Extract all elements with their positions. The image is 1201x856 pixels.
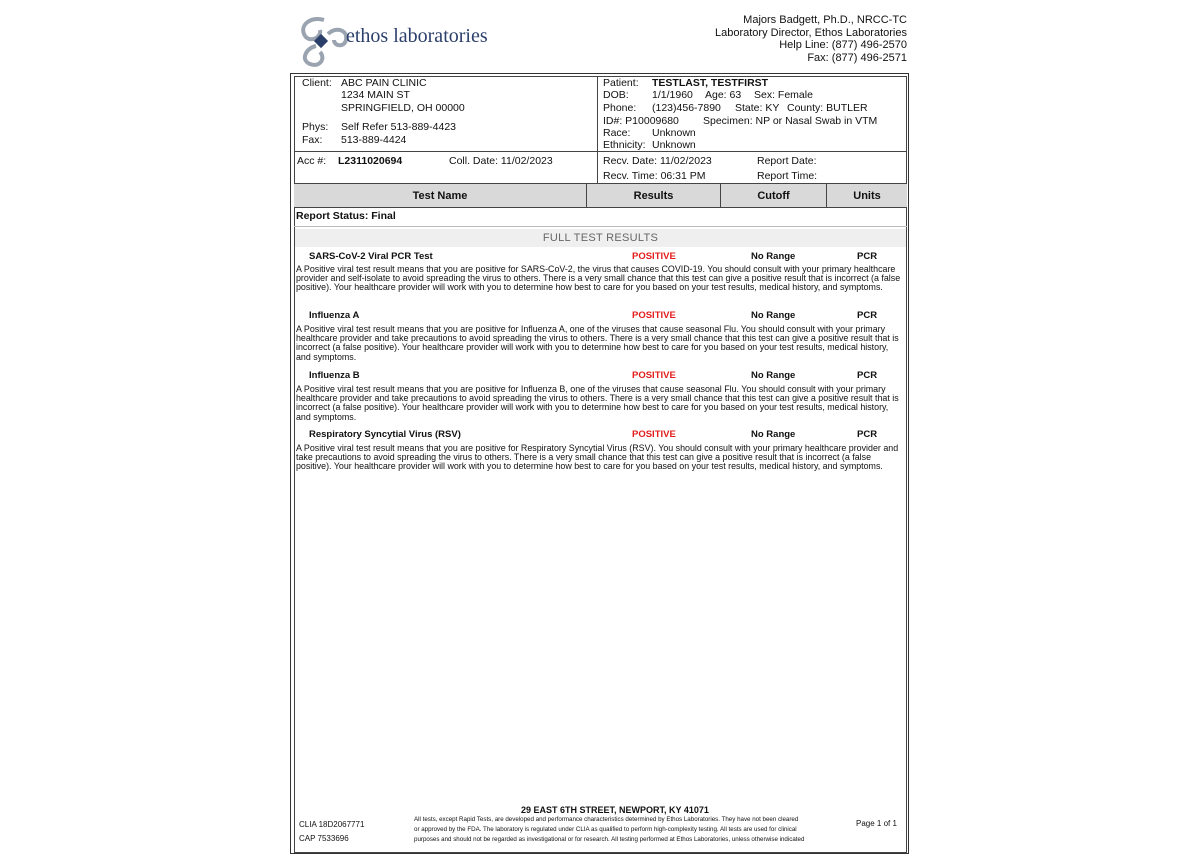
disclaimer-line: or approved by the FDA. The laboratory is regulated under CLIA as qualified to perform high-complexity testing. All tests are used for clinical (414, 826, 797, 833)
col-header-test-name: Test Name (294, 184, 587, 207)
col-header-cutoff: Cutoff (721, 184, 827, 207)
test-result: POSITIVE (632, 310, 676, 321)
test-units: PCR (857, 429, 878, 440)
ethnicity-value: Unknown (652, 139, 696, 151)
test-name: Respiratory Syncytial Virus (RSV) (309, 429, 461, 440)
header-line: Fax: (877) 496-2571 (807, 51, 907, 64)
race-value: Unknown (652, 127, 696, 139)
client-label: Client: (302, 77, 332, 89)
test-description: A Positive viral test result means that you are positive for SARS-CoV-2, the virus that causes COVID-19. You should consult with your primary healthcare provider and self-isolate to avoid spreading the virus to others. There is a very small chance that this test can give a positive result that is incorrect (a false positive). Your healthcare provider will work with you to determine how best to care for you based on your test results, medical history, and symptoms. (296, 264, 901, 293)
header-line: Laboratory Director, Ethos Laboratories (715, 26, 907, 39)
test-cutoff: No Range (751, 310, 796, 321)
header-line: Help Line: (877) 496-2570 (779, 39, 907, 51)
test-units: PCR (857, 310, 878, 321)
test-cutoff: No Range (751, 429, 796, 440)
test-description: A Positive viral test result means that you are positive for Influenza A, one of the viruses that cause seasonal Flu. You should consult with your primary healthcare provider and take precautions to avoid spreading the virus to others. There is a very small chance that this test can give a positive result that is incorrect (a false positive). Your healthcare provider will work with you to determine how best to care for you based on your test results, medical history, and symptoms. (296, 324, 899, 362)
test-description: A Positive viral test result means that you are positive for Respiratory Syncytial Virus (RSV). You should consult with your primary healthcare provider and take precautions to avoid spreading the virus to others. There is a very small chance that this test can give a positive result that is incorrect (a false positive). Your healthcare provider will work with you to determine how best to care for you based on your test results, medical history, and symptoms. (296, 443, 899, 472)
state-value: State: KY (735, 102, 780, 114)
acc-label: Acc #: (297, 155, 327, 167)
test-units: PCR (857, 251, 878, 262)
report-status: Report Status: Final (296, 210, 396, 222)
divider (294, 226, 907, 227)
lab-logo (294, 14, 488, 70)
test-description: A Positive viral test result means that you are positive for Influenza B, one of the viruses that cause seasonal Flu. You should consult with your primary healthcare provider and take precautions to avoid spreading the virus to others. There is a very small chance that this test can give a positive result that is incorrect (a false positive). Your healthcare provider will work with you to determine how best to care for you based on your test results, medical history, and symptoms. (296, 384, 899, 422)
test-cutoff: No Range (751, 370, 796, 381)
patient-id: ID#: P10009680 (603, 115, 679, 127)
test-cutoff: No Range (751, 251, 796, 262)
acc-value: L2311020694 (338, 155, 403, 167)
test-name: Influenza B (309, 370, 360, 381)
phone-label: Phone: (603, 102, 637, 114)
fax-label: Fax: (302, 134, 323, 146)
specimen-value: Specimen: NP or Nasal Swab in VTM (703, 115, 878, 127)
client-address1: 1234 MAIN ST (341, 89, 410, 101)
test-result: POSITIVE (632, 370, 676, 381)
sex-value: Sex: Female (754, 89, 813, 101)
ethnicity-label: Ethnicity: (603, 139, 646, 151)
logo-text: ethos laboratories (346, 25, 488, 47)
race-label: Race: (603, 127, 631, 139)
test-name: Influenza A (309, 310, 360, 321)
col-header-units: Units (827, 184, 907, 207)
header-line: Majors Badgett, Ph.D., NRCC-TC (743, 14, 907, 26)
divider (294, 207, 907, 208)
page-number: Page 1 of 1 (856, 819, 897, 828)
coll-date: Coll. Date: 11/02/2023 (449, 155, 553, 167)
col-header-results: Results (587, 184, 721, 207)
test-units: PCR (857, 370, 878, 381)
report-date: Report Date: (757, 155, 817, 167)
disclaimer-line: All tests, except Rapid Tests, are developed and performance characteristics determined by Ethos Laboratories. They have not been cleared (414, 816, 799, 823)
age-value: Age: 63 (705, 89, 742, 101)
test-result: POSITIVE (632, 429, 676, 440)
recv-time: Recv. Time: 06:31 PM (603, 170, 706, 182)
report-time: Report Time: (757, 170, 818, 182)
patient-name: TESTLAST, TESTFIRST (652, 77, 769, 89)
client-patient-divider (597, 76, 598, 184)
client-name: ABC PAIN CLINIC (341, 77, 427, 89)
fax-value: 513-889-4424 (341, 134, 407, 146)
phys-label: Phys: (302, 121, 329, 133)
recv-date: Recv. Date: 11/02/2023 (603, 155, 712, 167)
disclaimer-line: purposes and should not be regarded as investigational or for research. All testing performed at Ethos Laboratories, unless otherwise indicated (414, 836, 805, 843)
phys-value: Self Refer 513-889-4423 (341, 121, 456, 133)
footer-address: 29 EAST 6TH STREET, NEWPORT, KY 41071 (521, 805, 709, 815)
ethos-logo-icon (294, 14, 354, 70)
test-result: POSITIVE (632, 251, 676, 262)
lab-director-block (715, 14, 907, 64)
county-value: County: BUTLER (787, 102, 868, 114)
dob-value: 1/1/1960 (652, 89, 693, 101)
section-title: FULL TEST RESULTS (295, 229, 906, 247)
clia-number: CLIA 18D2067771 (299, 820, 365, 829)
patient-label: Patient: (603, 77, 639, 89)
client-address2: SPRINGFIELD, OH 00000 (341, 102, 465, 114)
dob-label: DOB: (603, 89, 629, 101)
divider (294, 151, 907, 152)
phone-value: (123)456-7890 (652, 102, 721, 114)
cap-number: CAP 7533696 (299, 834, 349, 843)
test-name: SARS-CoV-2 Viral PCR Test (309, 251, 433, 262)
